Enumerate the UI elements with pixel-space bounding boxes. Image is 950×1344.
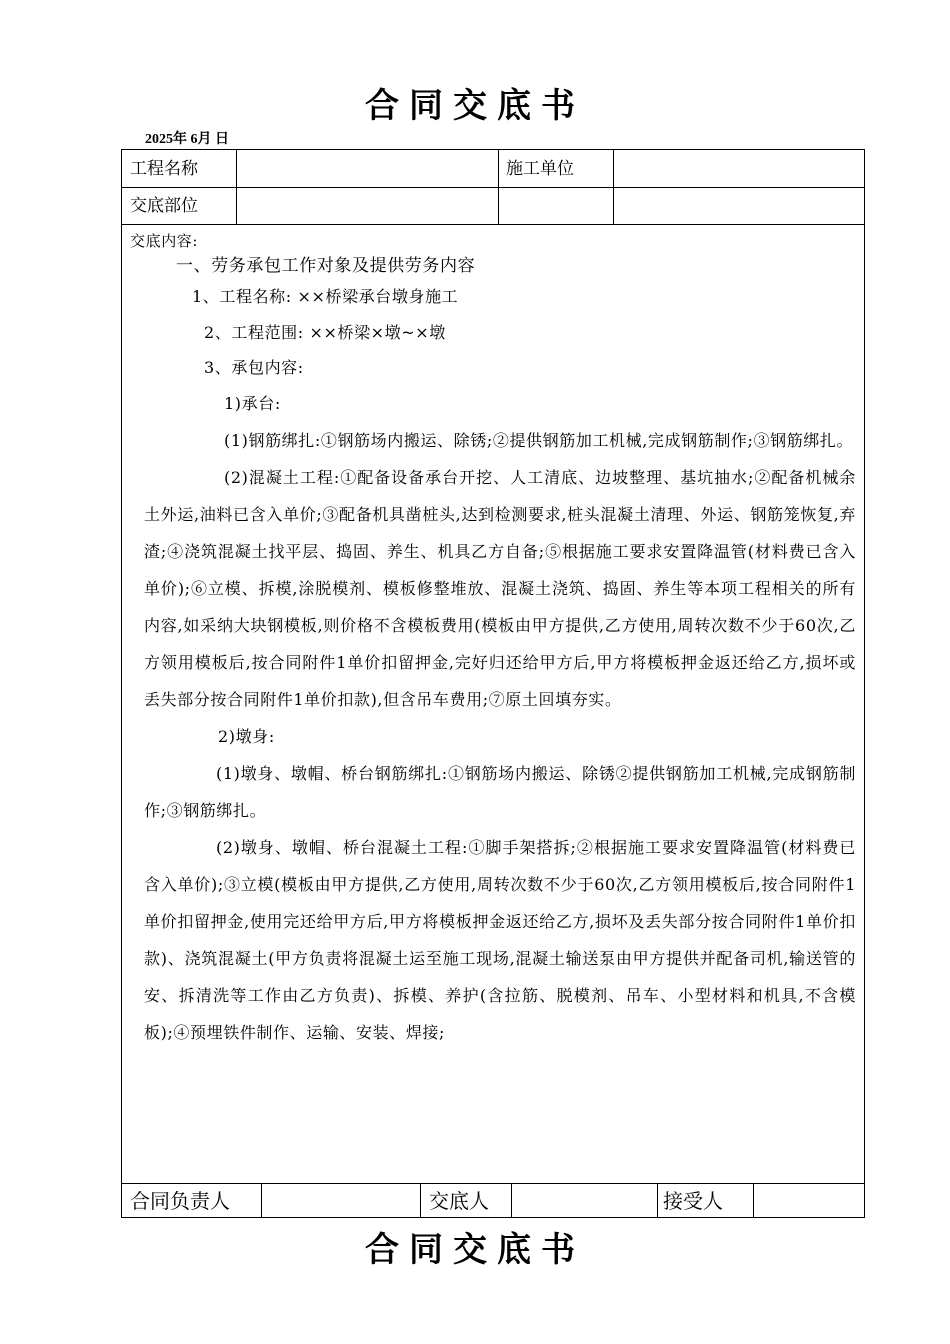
cap-concrete-paragraph: (2)混凝土工程:①配备设备承台开挖、人工清底、边坡整理、基坑抽水;②配备机械余土外运,油料已含入单价;③配备机具凿桩头,达到检测要求,桩头混凝土清理、外运、钢筋笼恢复,弃渣;④浇筑混凝土找平层、捣固、养生、机具乙方自备;⑤根据施工要求安置降温管(材料费已含入单价);⑥立模、拆模,涂脱模剂、模板修整堆放、混凝土浇筑、捣固、养生等本项工程相关的所有内容,如采纳大块钢模板,则价格不含模板费用(模板由甲方提供,乙方使用,周转次数不少于60次,乙方领用模板后,按合同附件1单价扣留押金,完好归还给甲方后,甲方将模板押金返还给乙方,损坏或丢失部分按合同附件1单价扣款),但含吊车费用;⑦原土回填夯实。 <box>144 468 856 709</box>
column-divider <box>236 150 237 224</box>
content-label: 交底内容: <box>130 232 199 250</box>
next-page-title: 合同交底书 <box>365 1230 585 1270</box>
item-project-name: 1、工程名称: ××桥梁承台墩身施工 <box>192 287 459 306</box>
disclosure-location-label: 交底部位 <box>130 196 198 216</box>
discloser-label: 交底人 <box>429 1189 489 1213</box>
document-date: 2025年 6月 日 <box>145 132 229 147</box>
column-divider <box>753 1183 754 1218</box>
construction-unit-label: 施工单位 <box>506 159 574 179</box>
pier-rebar-paragraph: (1)墩身、墩帽、桥台钢筋绑扎:①钢筋场内搬运、除锈②提供钢筋加工机械,完成钢筋制作;③钢筋绑扎。 <box>144 764 856 820</box>
contract-manager-label: 合同负责人 <box>130 1189 230 1213</box>
column-divider <box>420 1183 421 1218</box>
row-divider <box>122 224 864 225</box>
sub-heading-pier: 2)墩身: <box>218 727 275 746</box>
pier-concrete-paragraph: (2)墩身、墩帽、桥台混凝土工程:①脚手架搭拆;②根据施工要求安置降温管(材料费已含入单价);③立模(模板由甲方提供,乙方使用,周转次数不少于60次,乙方领用模板后,按合同附件1单价扣留押金,使用完还给甲方后,甲方将模板押金返还给乙方,损坏及丢失部分按合同附件1单价扣款)、浇筑混凝土(甲方负责将混凝土运至施工现场,混凝土输送泵由甲方提供并配备司机,输送管的安、拆清洗等工作由乙方负责)、拆模、养护(含拉筋、脱模剂、吊车、小型材料和机具,不含模板);④预埋铁件制作、运输、安装、焊接; <box>144 838 856 1042</box>
column-divider <box>613 150 614 224</box>
column-divider <box>498 150 499 224</box>
item-project-scope: 2、工程范围: ××桥梁×墩~×墩 <box>204 323 446 342</box>
section-heading: 一、劳务承包工作对象及提供劳务内容 <box>176 256 476 276</box>
cap-rebar-paragraph: (1)钢筋绑扎:①钢筋场内搬运、除锈;②提供钢筋加工机械,完成钢筋制作;③钢筋绑扎。 <box>224 431 854 450</box>
disclosure-content <box>130 230 856 1051</box>
disclosure-table <box>121 149 865 1218</box>
item-contract-content: 3、承包内容: <box>204 358 304 377</box>
sub-heading-cap: 1)承台: <box>224 394 281 413</box>
column-divider <box>657 1183 658 1218</box>
document-title: 合同交底书 <box>365 86 585 126</box>
row-divider <box>122 187 864 188</box>
project-name-label: 工程名称 <box>130 159 198 179</box>
receiver-label: 接受人 <box>663 1189 723 1213</box>
column-divider <box>261 1183 262 1218</box>
column-divider <box>511 1183 512 1218</box>
